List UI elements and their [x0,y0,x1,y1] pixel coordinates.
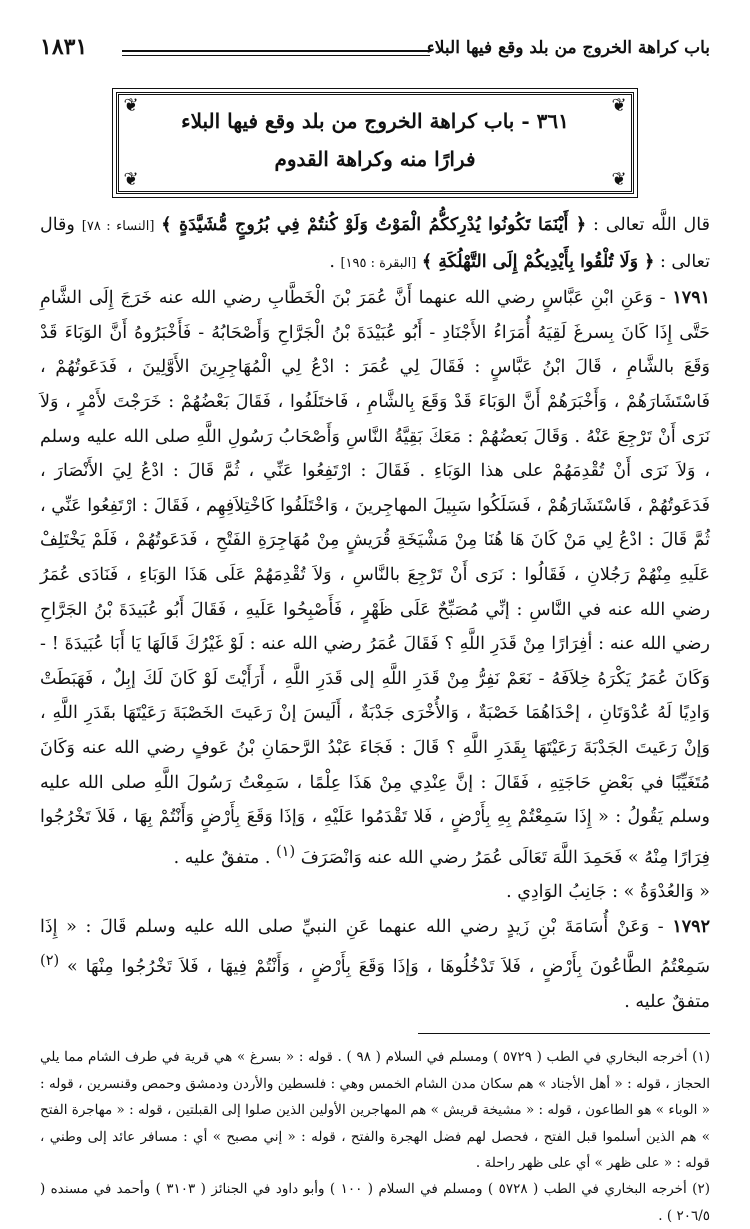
hadith-text: - وَعَنْ أُسَامَةَ بْنِ زَيدٍ رضي الله عنهما عَنِ النبيِّ صلى الله عليه وسلم قَالَ : « إِذَا سَمِعْتُمُ الطَّاعُونَ بِأَرْضٍ ، فَلاَ تَدْخُلُوهَا ، وَإذَا وَقَعَ بِأَرْضٍ ، وَأَنْتُمْ فِيهَا ، فَلاَ تَخْرُجُوا مِنْهَا » [40,916,710,978]
hadith-1791 [40,281,710,875]
header-rule [122,50,430,56]
corner-ornament-icon: ❦ [611,169,627,190]
quran-verse-1: ﴿ أَيْنَمَا تَكُونُوا يُدْرِككُّمُ الْمَوْتُ وَلَوْ كُنتُمْ فِي بُرُوجٍ مُّشَيَّدَةٍ ﴾ [161,215,587,235]
verse-reference-1: [النساء : ٧٨] [81,219,155,234]
footnote-marker: (١) [275,842,296,860]
book-page [40,30,710,1229]
corner-ornament-icon: ❦ [123,95,139,116]
footnote-1: (١) أخرجه البخاري في الطب ( ٥٧٢٩ ) ومسلم في السلام ( ٩٨ ) . قوله : « بسرغ » هي قرية في طرف الشام مما يلي الحجاز ، قوله : « أهل الأجناد » هم سكان مدن الشام الخمس وهي : فلسطين والأردن ودمشق وحمص وقنسرين ، قوله : « الوباء » هو الطاعون ، قوله : « مشيخة قريش » هم المهاجرين الأولين الذين صلوا إلى القبلتين ، قوله : « مهاجرة الفتح » هم الذين أسلموا قبل الفتح ، فحصل لهم فضل الهجرة والفتح ، قوله : « إني مصبح » أي : مسافر عائد إلى وطني ، قوله : « على ظهر » أي على ظهر راحلة . [40,1049,710,1171]
running-header [40,30,710,70]
hadith-number: ١٧٩١ [672,288,710,309]
footnote-marker: (٢) [40,952,60,970]
chapter-title-line-1: ٣٦١ - باب كراهة الخروج من بلد وقع فيها البلاء [181,109,569,133]
verse-reference-2: [البقرة : ١٩٥] [340,255,417,271]
quran-verse-2: ﴿ وَلَا تُلْقُوا بِأَيْدِيكُمْ إِلَى التَّهْلُكَةِ ﴾ [421,251,655,272]
page-number: ١٨٣١ [40,34,88,60]
footnotes [40,1044,710,1229]
chapter-title-line-2: فرارًا منه وكراهة القدوم [274,147,476,171]
hadith-text: - وَعَنِ ابْنِ عَبَّاسٍ رضي الله عنهما أَنَّ عُمَرَ بْنَ الْخَطَّابِ رضي الله عنه خَرَجَ إِلَى الشَّامِ حَتَّى إِذَا كَانَ بِسرغَ لَقِيَهُ أُمَرَاءُ الأَجْنَادِ - أَبُو عُبَيْدَةَ بْنُ الْجَرَّاحِ وَأَصْحَابُهُ - فَأَخْبَرُوهُ أَنَّ الوَبَاءَ قَدْ وَقَعَ بالشَّامِ ، قَالَ ابْنُ عَبَّاسٍ : فَقَالَ لِي عُمَرَ : ادْعُ لِي الْمُهَاجِرِينَ الأَوَّلِينَ ، فَدَعَوتُهُمْ ، فَاسْتَشَارَهُمْ ، وَأَخْبَرَهُمْ أَنَّ الوَبَاءَ قَدْ وَقَعَ بِالشَّامِ ، فَاختَلَفُوا ، فَقَالَ بَعْضُهُمْ : خَرَجْتَ لأَمْرٍ ، وَلاَ نَرَى أَنْ تَرْجِعَ عَنْهُ . وَقَالَ بَعضُهُمْ : مَعَكَ بَقِيَّةُ النَّاسِ وَأَصْحَابُ رَسُولِ اللَّهِ صلى الله عليه وسلم ، وَلاَ نَرَى أَنْ تُقْدِمَهُمْ على هذا الوَبَاءِ . فَقَالَ : ارْتَفِعُوا عَنِّي ، ثُمَّ قَالَ : ادْعُ لِيَ الأَنْصَارَ ، فَدَعَوتُهُمْ ، فَاسْتَشَارَهُمْ ، فَسَلَكُوا سَبِيلَ المهاجِرينَ ، وَاخْتَلَفُوا كَاخْتِلاَفِهِم ، فَقَالَ : ارْتَفِعُوا عَنِّي ، ثُمَّ قَالَ : ادْعُ لِي مَنْ كَانَ هَا هُنَا مِنْ مَشْيَخَةِ قُرَيشٍ مِنْ مُهَاجِرَةِ الفَتْحِ ، فَدَعَوتُهُمْ ، فَلَمْ يَخْتَلِفْ عَلَيهِ مِنْهُمْ رَجُلانِ ، فَقَالُوا : نَرَى أَنْ تَرْجِعَ بالنَّاسِ ، وَلاَ تُقْدِمَهُمْ عَلَى هَذَا الوَبَاءِ ، فَنَادَى عُمَرُ رضي الله عنه في النَّاسِ : إنِّي مُصَبِّحٌ عَلَى ظَهْرٍ ، فَأَصْبِحُوا عَلَيهِ ، فَقَالَ أَبُو عُبَيدَةَ بْنُ الجَرَّاحِ رضي الله عنه : أفِرَارًا مِنْ قَدَرِ اللَّهِ ؟ فَقَالَ عُمَرُ رضي الله عنه : لَوْ غَيْرُكَ قَالَهَا يَا أَبَا عُبَيدَةَ ! - وَكَانَ عُمَرُ يَكْرَهُ خِلاَفَهُ - نَعَمْ نَفِرُّ مِنْ قَدَرِ اللَّهِ إلى قَدَرِ اللَّهِ ، أَرَأَيْتَ لَوْ كَانَ لَكَ إبِلٌ ، فَهَبَطَتْ وَادِيًا لَهُ عُدْوَتَانِ ، إحْدَاهُمَا خَصْبَةٌ ، وَالأُخْرَى جَدْبَةٌ ، أَلَيسَ إنْ رَعَيتَ الخَصْبَةَ رَعَيْتَهَا بقَدَرِ اللَّهِ ، وَإنْ رَعَيتَ الجَدْبَةَ رَعَيْتَهَا بِقَدَرِ اللَّهِ ؟ قَالَ : فَجَاءَ عَبْدُ الرَّحمَانِ بْنُ عَوفٍ رضي الله عنه وَكَانَ مُتَغَيِّبًا في بَعْضِ حَاجَتِهِ ، فَقَالَ : إنَّ عِنْدِي مِنْ هَذَا عِلْمًا ، سَمِعْتُ رَسُولَ اللَّهِ صلى الله عليه وسلم يَقُولُ : « إِذَا سَمِعْتُمْ بِهِ بِأَرْضٍ ، فَلا تَقْدَمُوا عَلَيْهِ ، وَإذَا وَقَعَ بِأَرْضٍ وَأَنْتُمْ بِهَا ، فَلاَ تَخْرُجُوا فِرَارًا مِنْهُ » فَحَمِدَ اللَّهَ تَعَالَى عُمَرُ رضي الله عنه وَانْصَرَفَ [40,288,710,868]
hadith-1792 [40,910,710,1020]
running-header-title: باب كراهة الخروج من بلد وقع فيها البلاء [426,38,710,58]
takhrij-note: . متفقٌ عليه . [173,847,271,868]
intro-paragraph [40,208,710,281]
intro-connector: وقال تعالى : [40,215,710,272]
footnote-2: (٢) أخرجه البخاري في الطب ( ٥٧٢٨ ) ومسلم في السلام ( ١٠٠ ) وأبو داود في الجنائز ( ٣١٠٣ ) وأحمد في مسنده ( ٢٠٦/٥ ) . [40,1181,710,1224]
corner-ornament-icon: ❦ [611,95,627,116]
corner-ornament-icon: ❦ [123,169,139,190]
intro-lead: قال اللَّه تعالى : [593,215,710,235]
hadith-number: ١٧٩٢ [672,916,710,937]
takhrij-note: متفقٌ عليه . [624,991,710,1012]
chapter-title-box [116,92,634,194]
intro-end: . [329,251,335,272]
main-text [40,208,710,1019]
gloss-paragraph: « وَالعُدْوَةُ » : جَانِبُ الوَادِي . [506,882,710,903]
footnote-divider [418,1033,710,1034]
